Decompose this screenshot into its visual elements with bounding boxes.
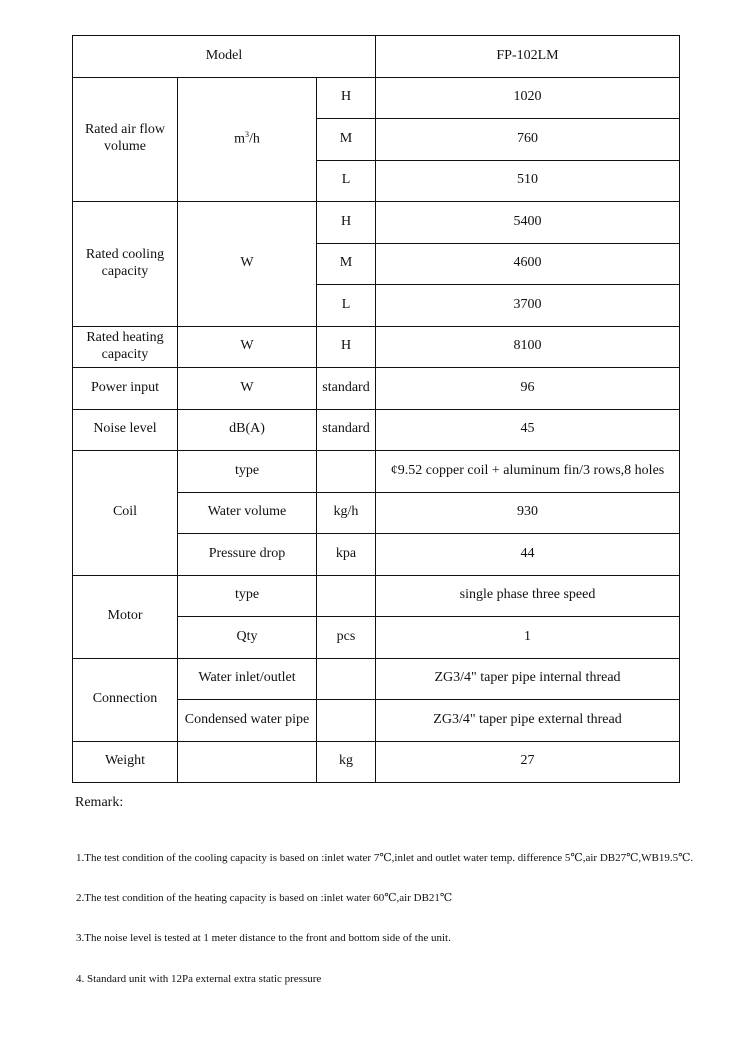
remark-note: 2.The test condition of the heating capacity is based on :inlet water 60℃,air DB21℃ bbox=[76, 892, 453, 904]
speed-cell: H bbox=[317, 326, 376, 368]
power-unit: W bbox=[178, 368, 317, 410]
motor-label: Motor bbox=[73, 575, 178, 658]
item-cell: type bbox=[178, 451, 317, 493]
speed-cell: M bbox=[317, 243, 376, 285]
value-cell: 5400 bbox=[376, 202, 680, 244]
airflow-label: Rated air flow volume bbox=[73, 77, 178, 202]
power-label: Power input bbox=[73, 368, 178, 410]
unit-cell: kg/h bbox=[317, 492, 376, 534]
value-cell: 27 bbox=[376, 741, 680, 783]
remark-title: Remark: bbox=[75, 795, 124, 810]
value-cell: single phase three speed bbox=[376, 575, 680, 617]
value-cell: ZG3/4" taper pipe external thread bbox=[376, 700, 680, 742]
table-row bbox=[73, 658, 680, 700]
table-row bbox=[73, 36, 680, 78]
unit-cell: kg bbox=[317, 741, 376, 783]
speed-cell: H bbox=[317, 202, 376, 244]
value-cell: 1020 bbox=[376, 77, 680, 119]
value-cell: 510 bbox=[376, 160, 680, 202]
value-cell: 3700 bbox=[376, 285, 680, 327]
connection-label: Connection bbox=[73, 658, 178, 741]
table-row bbox=[73, 451, 680, 493]
weight-label: Weight bbox=[73, 741, 178, 783]
speed-cell: M bbox=[317, 119, 376, 161]
remark-note: 4. Standard unit with 12Pa external extra static pressure bbox=[76, 973, 322, 985]
table-row bbox=[73, 409, 680, 451]
value-cell: ZG3/4" taper pipe internal thread bbox=[376, 658, 680, 700]
table-row bbox=[73, 326, 680, 368]
item-cell: type bbox=[178, 575, 317, 617]
value-cell: 45 bbox=[376, 409, 680, 451]
condition-cell: standard bbox=[317, 368, 376, 410]
unit-cell: kpa bbox=[317, 534, 376, 576]
model-value: FP-102LM bbox=[376, 36, 680, 78]
value-cell: 96 bbox=[376, 368, 680, 410]
remark-note: 3.The noise level is tested at 1 meter distance to the front and bottom side of the unit. bbox=[76, 932, 451, 944]
unit-cell: pcs bbox=[317, 617, 376, 659]
value-cell: 760 bbox=[376, 119, 680, 161]
cooling-label: Rated cooling capacity bbox=[73, 202, 178, 327]
value-cell: 44 bbox=[376, 534, 680, 576]
airflow-unit: $m^3/h$ bbox=[178, 77, 317, 202]
item-cell: Qty bbox=[178, 617, 317, 659]
item-cell: Water inlet/outlet bbox=[178, 658, 317, 700]
speed-cell: L bbox=[317, 285, 376, 327]
unit-cell bbox=[317, 700, 376, 742]
value-cell: 4600 bbox=[376, 243, 680, 285]
value-cell: 8100 bbox=[376, 326, 680, 368]
speed-cell: H bbox=[317, 77, 376, 119]
unit-cell bbox=[317, 658, 376, 700]
condition-cell: standard bbox=[317, 409, 376, 451]
item-cell: Pressure drop bbox=[178, 534, 317, 576]
item-cell: Water volume bbox=[178, 492, 317, 534]
speed-cell: L bbox=[317, 160, 376, 202]
item-cell: Condensed water pipe bbox=[178, 700, 317, 742]
spec-table bbox=[72, 35, 680, 783]
cooling-unit: W bbox=[178, 202, 317, 327]
table-row bbox=[73, 368, 680, 410]
table-row bbox=[73, 202, 680, 244]
table-row bbox=[73, 741, 680, 783]
unit-cell bbox=[317, 575, 376, 617]
table-row bbox=[73, 77, 680, 119]
unit-cell bbox=[317, 451, 376, 493]
heating-unit: W bbox=[178, 326, 317, 368]
noise-unit: dB(A) bbox=[178, 409, 317, 451]
value-cell: 930 bbox=[376, 492, 680, 534]
heating-label: Rated heating capacity bbox=[73, 326, 178, 368]
model-label: Model bbox=[73, 36, 376, 78]
noise-label: Noise level bbox=[73, 409, 178, 451]
coil-label: Coil bbox=[73, 451, 178, 576]
empty-cell bbox=[178, 741, 317, 783]
value-cell: ¢9.52 copper coil + aluminum fin/3 rows,8 holes bbox=[376, 451, 680, 493]
value-cell: 1 bbox=[376, 617, 680, 659]
remark-note: 1.The test condition of the cooling capacity is based on :inlet water 7℃,inlet and outlet water temp. difference 5℃,air DB27℃,WB19.5℃. bbox=[76, 852, 694, 864]
table-row bbox=[73, 575, 680, 617]
